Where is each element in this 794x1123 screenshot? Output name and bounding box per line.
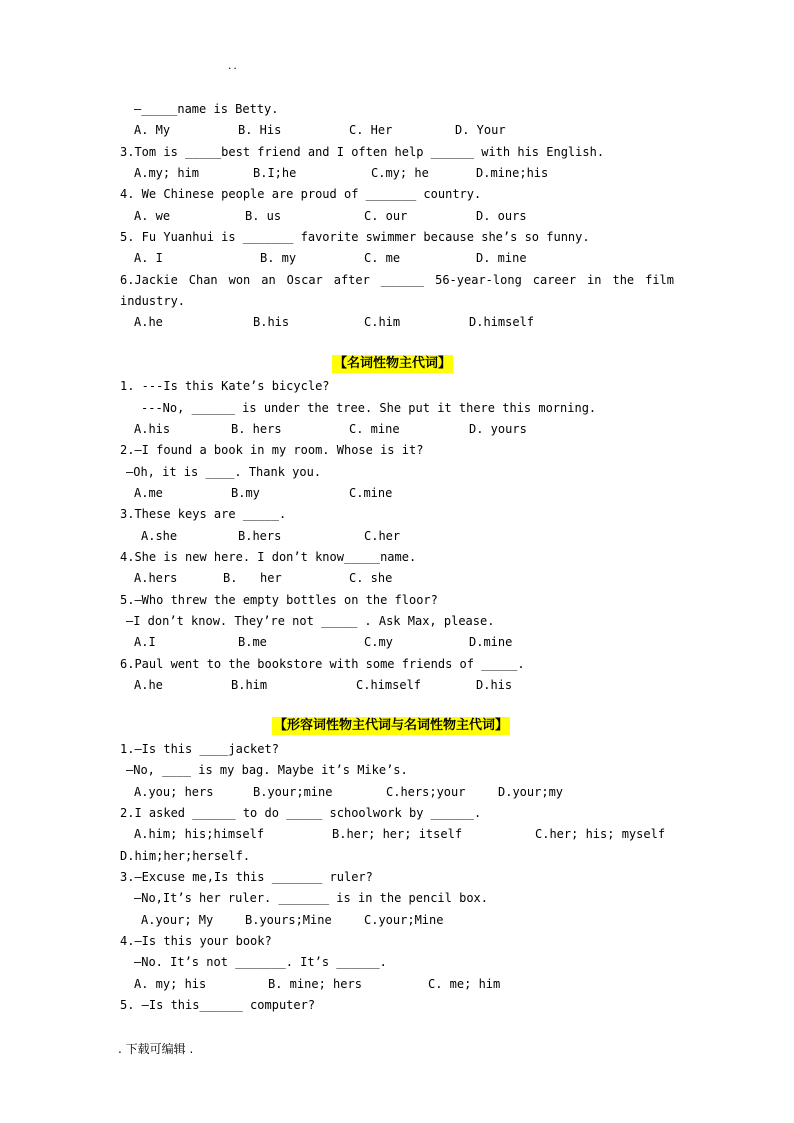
option-b: B.my [231, 486, 260, 500]
option-b: B.your;mine [253, 785, 333, 799]
question-stem: 4.—Is this your book? [120, 934, 272, 948]
option-a: A.she [141, 529, 178, 543]
option-d: D.mine;his [476, 166, 549, 180]
option-a: A. my; his [134, 977, 207, 991]
question-stem-continued: industry. [120, 294, 186, 308]
option-d: D.mine [469, 635, 513, 649]
question-stem: 3.—Excuse me,Is this _______ ruler? [120, 870, 373, 884]
option-a: A. My [134, 123, 171, 137]
option-c: C. mine [349, 422, 400, 436]
question-stem: 6.Paul went to the bookstore with some friends of _____. [120, 657, 525, 671]
option-c: C.my [364, 635, 393, 649]
option-b: B. [223, 571, 238, 585]
option-c: C.her [364, 529, 401, 543]
question-stem: 1. ---Is this Kate’s bicycle? [120, 379, 330, 393]
option-c: C. me [364, 251, 401, 265]
question-stem: 3.Tom is _____best friend and I often help ______ with his English. [120, 145, 605, 159]
option-a: A.his [134, 422, 171, 436]
option-b: B. His [238, 123, 282, 137]
option-a: A.your; My [141, 913, 214, 927]
question-stem-continued: —No. It’s not _______. It’s ______. [134, 955, 387, 969]
top-mark: .. [227, 62, 238, 72]
option-c: C.him [364, 315, 401, 329]
section-header: 【名词性物主代词】 [334, 356, 452, 371]
option-b: B.I;he [253, 166, 297, 180]
option-c: C.her; his; myself [535, 827, 666, 841]
option-c: C. Her [349, 123, 393, 137]
option-a: A. we [134, 209, 171, 223]
option-b: B.yours;Mine [245, 913, 332, 927]
option-d: D.him;her;herself. [120, 849, 251, 863]
option-d: D.your;my [498, 785, 564, 799]
option-a: A.he [134, 315, 163, 329]
option-c: C. our [364, 209, 408, 223]
option-a: A.me [134, 486, 163, 500]
section-header: 【形容词性物主代词与名词性物主代词】 [274, 718, 509, 733]
option-c: C.mine [349, 486, 393, 500]
option-d: D.his [476, 678, 513, 692]
question-stem: 5. Fu Yuanhui is _______ favorite swimmer because she’s so funny. [120, 230, 590, 244]
option-b: B.his [253, 315, 290, 329]
question-stem: 5. —Is this______ computer? [120, 998, 316, 1012]
question-stem: 2.—I found a book in my room. Whose is it? [120, 443, 424, 457]
option-a: A.hers [134, 571, 178, 585]
question-stem: 6.Jackie Chan won an Oscar after ______ 56-year-long career in the film [120, 273, 674, 287]
option-c: C.hers;your [386, 785, 466, 799]
question-stem: 3.These keys are _____. [120, 507, 287, 521]
option-b: B.hers [238, 529, 282, 543]
option-b: B.me [238, 635, 267, 649]
option-d: D. mine [476, 251, 527, 265]
question-stem-continued: ---No, ______ is under the tree. She put it there this morning. [141, 401, 597, 415]
option-b: B. us [245, 209, 282, 223]
question-stem: —_____name is Betty. [134, 102, 279, 116]
page-footer: . 下载可编辑 . [118, 1042, 194, 1056]
option-b: B.him [231, 678, 268, 692]
option-c: C.himself [356, 678, 422, 692]
question-stem-continued: —Oh, it is ____. Thank you. [126, 465, 322, 479]
option-c: C.my; he [371, 166, 429, 180]
question-stem: 4.She is new here. I don’t know_____name. [120, 550, 417, 564]
option-c: C. she [349, 571, 393, 585]
option-a: A.you; hers [134, 785, 214, 799]
option-a: A.my; him [134, 166, 200, 180]
option-d: D. Your [455, 123, 506, 137]
option-a: A. I [134, 251, 163, 265]
option-b-value: her [260, 571, 282, 585]
option-c: C.your;Mine [364, 913, 444, 927]
question-stem-continued: —I don’t know. They’re not _____ . Ask Max, please. [126, 614, 495, 628]
question-stem: 1.—Is this ____jacket? [120, 742, 279, 756]
option-d: D. yours [469, 422, 527, 436]
question-stem-continued: —No,It’s her ruler. _______ is in the pencil box. [134, 891, 489, 905]
question-stem: 4. We Chinese people are proud of _______ country. [120, 187, 482, 201]
question-stem: 2.I asked ______ to do _____ schoolwork by ______. [120, 806, 482, 820]
option-a: A.him; his;himself [134, 827, 265, 841]
option-c: C. me; him [428, 977, 501, 991]
option-a: A.I [134, 635, 156, 649]
question-stem: 5.—Who threw the empty bottles on the floor? [120, 593, 438, 607]
option-b: B. mine; hers [268, 977, 362, 991]
option-b: B.her; her; itself [332, 827, 463, 841]
option-b: B. my [260, 251, 297, 265]
option-a: A.he [134, 678, 163, 692]
question-stem-continued: —No, ____ is my bag. Maybe it’s Mike’s. [126, 763, 408, 777]
option-d: D.himself [469, 315, 535, 329]
option-d: D. ours [476, 209, 527, 223]
option-b: B. hers [231, 422, 282, 436]
